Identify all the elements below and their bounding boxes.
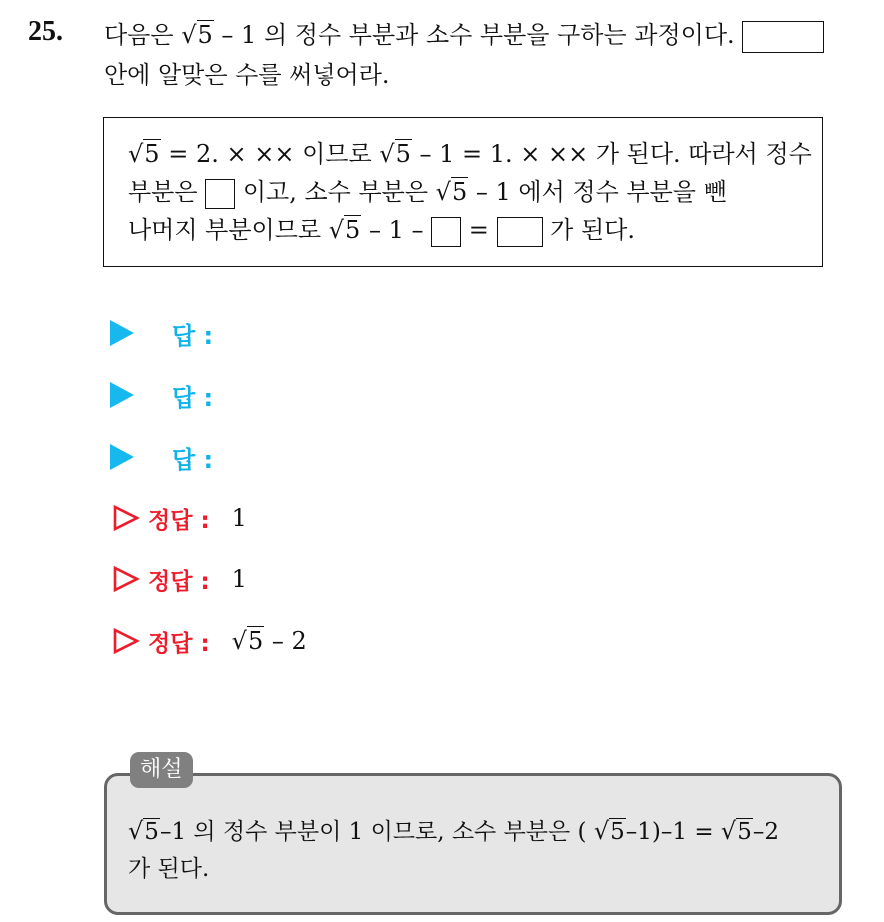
- answer-label: 답 :: [172, 445, 214, 474]
- explanation-line-2: 가 된다.: [128, 856, 210, 882]
- problem-text: 가 된다.: [550, 216, 635, 244]
- sqrt-expression: √5: [231, 627, 264, 655]
- outline-triangle-icon: [112, 627, 140, 655]
- correct-answer-row: [112, 498, 247, 538]
- problem-text: – 1 에서 정수 부분을 뺀: [475, 178, 727, 206]
- sqrt-expression: √5: [128, 817, 159, 845]
- problem-line-2: [128, 174, 727, 210]
- problem-text: – 1 –: [368, 216, 424, 244]
- blank-box: [742, 21, 824, 53]
- problem-text: – 1 = 1. × ×× 가 된다. 따라서 정수: [419, 140, 812, 168]
- correct-answer-row: [112, 621, 307, 661]
- correct-answer-label: 정답 :: [148, 568, 210, 595]
- answer-row[interactable]: [110, 437, 213, 477]
- answer-label: 답 :: [172, 321, 214, 350]
- problem-text: 부분은: [128, 178, 198, 206]
- blank-box: [431, 217, 461, 247]
- correct-answer-label: 정답 :: [148, 630, 210, 657]
- outline-triangle-icon: [112, 504, 140, 532]
- problem-text: 이고, 소수 부분은: [242, 178, 429, 206]
- blank-box: [497, 217, 543, 247]
- answer-label: 답 :: [172, 383, 214, 412]
- sqrt-expression: √5: [328, 216, 361, 244]
- explanation-tag: 해설: [130, 752, 193, 788]
- explanation-text: –1)–1 =: [625, 819, 714, 845]
- sqrt-expression: √5: [435, 178, 468, 206]
- correct-answer-label: 정답 :: [148, 507, 210, 534]
- question-text: – 1 의 정수 부분과 소수 부분을 구하는 과정이다.: [221, 21, 735, 49]
- problem-line-1: [128, 136, 812, 172]
- blank-box: [205, 179, 235, 209]
- explanation-text: –2: [752, 819, 779, 845]
- question-line-2: 안에 알맞은 수를 써넣어라.: [104, 61, 390, 89]
- problem-text: 나머지 부분이므로: [128, 216, 322, 244]
- question-number: 25.: [28, 16, 63, 47]
- correct-answer-row: [112, 559, 247, 599]
- play-triangle-icon: [110, 382, 134, 408]
- problem-text: =: [468, 216, 489, 244]
- sqrt-expression: √5: [181, 21, 213, 49]
- explanation-line-1: [128, 814, 779, 849]
- problem-text: = 2. × ×× 이므로: [168, 140, 372, 168]
- answer-row[interactable]: [110, 313, 213, 353]
- sqrt-expression: √5: [128, 140, 160, 168]
- play-triangle-icon: [110, 444, 134, 470]
- answer-row[interactable]: [110, 375, 213, 415]
- problem-line-3: [128, 212, 635, 248]
- correct-answer-value: √5 – 2: [231, 627, 307, 655]
- question-line-1: [104, 18, 824, 53]
- sqrt-expression: √5: [720, 817, 752, 845]
- explanation-text: –1 의 정수 부분이 1 이므로, 소수 부분은 (: [159, 819, 587, 845]
- correct-answer-value: 1: [231, 565, 247, 593]
- correct-answer-value: 1: [231, 504, 247, 532]
- outline-triangle-icon: [112, 565, 140, 593]
- sqrt-expression: √5: [593, 817, 625, 845]
- sqrt-expression: √5: [379, 140, 411, 168]
- question-text: 다음은: [104, 21, 174, 49]
- play-triangle-icon: [110, 320, 134, 346]
